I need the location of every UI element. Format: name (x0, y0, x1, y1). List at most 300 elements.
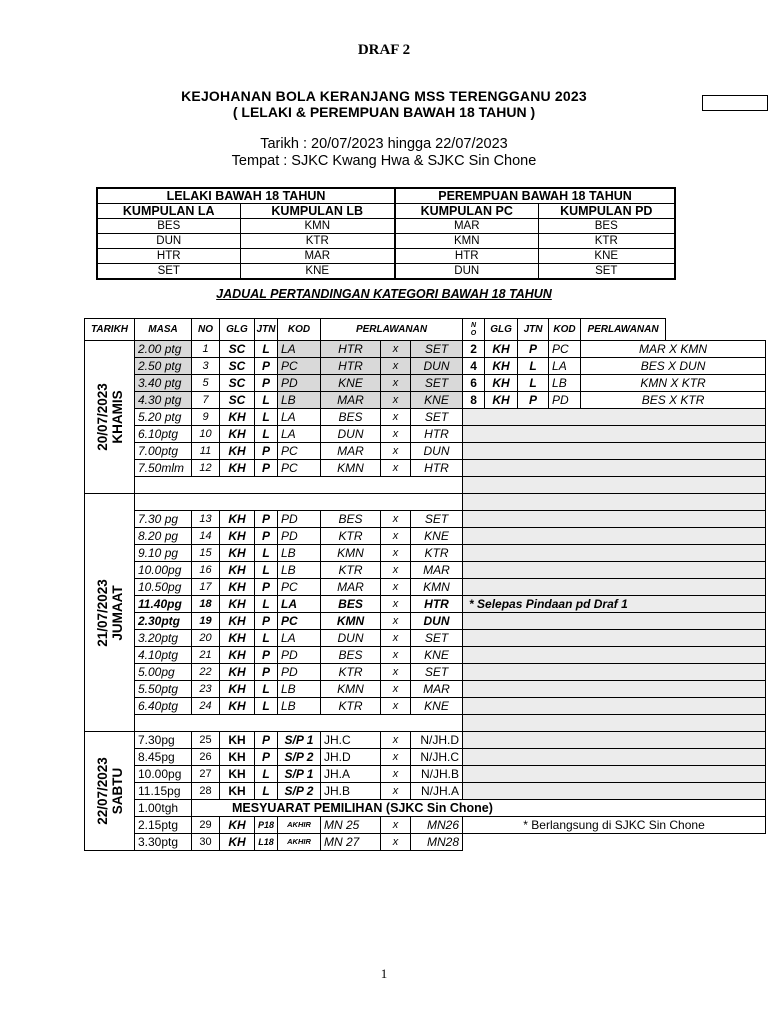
right-no-cell: 2 (463, 341, 485, 358)
versus-mark: x (381, 511, 411, 528)
team-b-cell: KMN (411, 579, 463, 596)
match-no-cell: 9 (192, 409, 220, 426)
empty-right-cell (463, 732, 766, 749)
date-label-day: KHAMIS (109, 390, 125, 444)
right-code-cell: PD (549, 392, 581, 409)
header-kod-right: KOD (549, 319, 581, 341)
schedule-table (84, 318, 766, 851)
masa-cell: 11.15pg (135, 783, 192, 800)
gender-cell: L (255, 562, 278, 579)
date-label-date: 21/07/2023 (94, 578, 110, 647)
gender-cell: P (255, 528, 278, 545)
right-no-cell: 4 (463, 358, 485, 375)
group-cell: MAR (240, 249, 395, 264)
final-row (85, 817, 766, 834)
empty-right-cell (463, 766, 766, 783)
team-b-cell: N/JH.A (411, 783, 463, 800)
versus-mark: x (381, 460, 411, 477)
group-header-perempuan: PEREMPUAN BAWAH 18 TAHUN (395, 188, 675, 204)
court-cell: KH (220, 681, 255, 698)
match-no-cell: 14 (192, 528, 220, 545)
gender-cell: L (255, 698, 278, 715)
match-no-cell: 15 (192, 545, 220, 562)
empty-right-cell (463, 630, 766, 647)
empty-right-cell (463, 783, 766, 800)
group-cell: KMN (240, 219, 395, 234)
versus-mark: x (381, 732, 411, 749)
masa-cell: 6.10ptg (135, 426, 192, 443)
versus-mark: x (381, 664, 411, 681)
gender-cell: L (255, 341, 278, 358)
schedule-row (85, 647, 766, 664)
group-cell: DUN (97, 234, 240, 249)
code-cell: AKHIR (278, 817, 321, 834)
team-a-cell: HTR (321, 341, 381, 358)
masa-cell: 2.30ptg (135, 613, 192, 630)
court-cell: KH (220, 766, 255, 783)
schedule-row (85, 511, 766, 528)
schedule-header-row (85, 319, 766, 341)
right-match-cell: BES X DUN (581, 358, 766, 375)
code-cell: PC (278, 613, 321, 630)
match-no-cell: 17 (192, 579, 220, 596)
team-b-cell: HTR (411, 596, 463, 613)
court-cell: KH (220, 511, 255, 528)
court-cell: SC (220, 392, 255, 409)
blank-row (85, 494, 766, 511)
header-no: NO (192, 319, 220, 341)
team-b-cell: KNE (411, 528, 463, 545)
meeting-time-cell: 1.00tgh (135, 800, 192, 817)
masa-cell: 7.50mlm (135, 460, 192, 477)
header-jtn-right: JTN (518, 319, 549, 341)
date-cell (85, 494, 135, 732)
right-gender-cell: P (518, 341, 549, 358)
schedule-row (85, 698, 766, 715)
masa-cell: 8.20 pg (135, 528, 192, 545)
header-no-right: N O (463, 319, 485, 341)
match-no-cell: 25 (192, 732, 220, 749)
right-code-cell: PC (549, 341, 581, 358)
code-cell: LA (278, 341, 321, 358)
masa-cell: 2.15ptg (135, 817, 192, 834)
versus-mark: x (381, 341, 411, 358)
gender-cell: L18 (255, 834, 278, 851)
court-cell: KH (220, 630, 255, 647)
team-b-cell: DUN (411, 443, 463, 460)
team-b-cell: MAR (411, 681, 463, 698)
right-no-cell: 8 (463, 392, 485, 409)
right-no-cell: 6 (463, 375, 485, 392)
schedule-row (85, 358, 766, 375)
gender-cell: P (255, 375, 278, 392)
match-no-cell: 26 (192, 749, 220, 766)
blank-row (85, 477, 766, 494)
empty-right-cell (463, 613, 766, 630)
match-no-cell: 7 (192, 392, 220, 409)
match-no-cell: 21 (192, 647, 220, 664)
versus-mark: x (381, 426, 411, 443)
gender-cell: L (255, 545, 278, 562)
code-cell: PC (278, 460, 321, 477)
masa-cell: 4.30 ptg (135, 392, 192, 409)
empty-right-cell (463, 681, 766, 698)
court-cell: KH (220, 596, 255, 613)
schedule-row (85, 630, 766, 647)
code-cell: S/P 2 (278, 749, 321, 766)
team-a-cell: KTR (321, 528, 381, 545)
schedule-row (85, 732, 766, 749)
gender-cell: P (255, 613, 278, 630)
team-b-cell: HTR (411, 426, 463, 443)
gender-cell: P (255, 732, 278, 749)
code-cell: PC (278, 358, 321, 375)
versus-mark: x (381, 562, 411, 579)
code-cell: S/P 1 (278, 766, 321, 783)
team-b-cell: MAR (411, 562, 463, 579)
team-a-cell: BES (321, 511, 381, 528)
team-b-cell: SET (411, 341, 463, 358)
page-title: KEJOHANAN BOLA KERANJANG MSS TERENGGANU 2023 (181, 88, 587, 104)
group-cell: HTR (97, 249, 240, 264)
team-b-cell: N/JH.B (411, 766, 463, 783)
date-label (95, 579, 125, 647)
right-court-cell: KH (485, 358, 518, 375)
schedule-row (85, 545, 766, 562)
schedule-row (85, 613, 766, 630)
masa-cell: 3.30ptg (135, 834, 192, 851)
masa-cell: 5.00pg (135, 664, 192, 681)
group-col-header: KUMPULAN PD (538, 204, 675, 219)
gender-cell: P (255, 511, 278, 528)
team-a-cell: KMN (321, 545, 381, 562)
team-b-cell: KTR (411, 545, 463, 562)
versus-mark: x (381, 630, 411, 647)
date-cell (85, 341, 135, 494)
team-a-cell: KMN (321, 613, 381, 630)
match-no-cell: 23 (192, 681, 220, 698)
team-a-cell: MAR (321, 443, 381, 460)
masa-cell: 3.20ptg (135, 630, 192, 647)
masa-cell: 4.10ptg (135, 647, 192, 664)
team-a-cell: KNE (321, 375, 381, 392)
team-a-cell: JH.B (321, 783, 381, 800)
team-a-cell: DUN (321, 426, 381, 443)
empty-right-cell (463, 443, 766, 460)
court-cell: KH (220, 460, 255, 477)
header-perlawanan: PERLAWANAN (321, 319, 463, 341)
empty-right-cell (463, 409, 766, 426)
versus-mark: x (381, 613, 411, 630)
team-b-cell: HTR (411, 460, 463, 477)
gender-cell: L (255, 766, 278, 783)
team-a-cell: DUN (321, 630, 381, 647)
right-court-cell: KH (485, 392, 518, 409)
match-no-cell: 27 (192, 766, 220, 783)
versus-mark: x (381, 783, 411, 800)
team-a-cell: MAR (321, 392, 381, 409)
right-code-cell: LA (549, 358, 581, 375)
schedule-row (85, 766, 766, 783)
group-cell: SET (538, 264, 675, 280)
team-a-cell: MN 25 (321, 817, 381, 834)
code-cell: LB (278, 681, 321, 698)
team-a-cell: KMN (321, 681, 381, 698)
code-cell: LA (278, 409, 321, 426)
match-no-cell: 5 (192, 375, 220, 392)
gender-cell: L (255, 630, 278, 647)
schedule-row (85, 460, 766, 477)
code-cell: LB (278, 545, 321, 562)
masa-cell: 7.30 pg (135, 511, 192, 528)
match-no-cell: 24 (192, 698, 220, 715)
court-cell: KH (220, 664, 255, 681)
team-a-cell: MN 27 (321, 834, 381, 851)
right-match-cell: BES X KTR (581, 392, 766, 409)
masa-cell: 7.00ptg (135, 443, 192, 460)
amendment-note: * Selepas Pindaan pd Draf 1 (463, 596, 766, 613)
match-no-cell: 30 (192, 834, 220, 851)
team-b-cell: N/JH.C (411, 749, 463, 766)
group-header-lelaki: LELAKI BAWAH 18 TAHUN (97, 188, 395, 204)
empty-right-cell (463, 715, 766, 732)
match-no-cell: 28 (192, 783, 220, 800)
court-cell: SC (220, 341, 255, 358)
blank-cell (135, 477, 463, 494)
masa-cell: 10.00pg (135, 562, 192, 579)
masa-cell: 9.10 pg (135, 545, 192, 562)
team-a-cell: KTR (321, 664, 381, 681)
masa-cell: 5.50ptg (135, 681, 192, 698)
schedule-row (85, 528, 766, 545)
code-cell: LA (278, 630, 321, 647)
gender-cell: L (255, 681, 278, 698)
versus-mark: x (381, 545, 411, 562)
draft-label: DRAF 2 (357, 42, 411, 58)
team-b-cell: SET (411, 630, 463, 647)
versus-mark: x (381, 681, 411, 698)
match-no-cell: 29 (192, 817, 220, 834)
empty-right-cell (463, 477, 766, 494)
empty-right-cell (463, 460, 766, 477)
date-label-date: 20/07/2023 (94, 383, 110, 451)
team-b-cell: DUN (411, 613, 463, 630)
schedule-row (85, 749, 766, 766)
meeting-label: MESYUARAT PEMILIHAN (SJKC Sin Chone) (192, 800, 766, 817)
gender-cell: P (255, 647, 278, 664)
versus-mark: x (381, 834, 411, 851)
versus-mark: x (381, 375, 411, 392)
team-a-cell: HTR (321, 358, 381, 375)
venue-note: * Berlangsung di SJKC Sin Chone (463, 817, 766, 834)
schedule-row (85, 562, 766, 579)
masa-cell: 7.30pg (135, 732, 192, 749)
header-tarikh: TARIKH (85, 319, 135, 341)
code-cell: PD (278, 528, 321, 545)
gender-cell: L (255, 426, 278, 443)
team-a-cell: JH.A (321, 766, 381, 783)
code-cell: LA (278, 596, 321, 613)
schedule-title: JADUAL PERTANDINGAN KATEGORI BAWAH 18 TAHUN (216, 287, 552, 301)
right-match-cell: MAR X KMN (581, 341, 766, 358)
right-code-cell: LB (549, 375, 581, 392)
date-label-day: JUMAAT (109, 584, 125, 641)
empty-right-cell (463, 698, 766, 715)
team-b-cell: MN26 (411, 817, 463, 834)
date-label (95, 757, 125, 825)
court-cell: KH (220, 783, 255, 800)
empty-right-cell (463, 664, 766, 681)
header-glg-right: GLG (485, 319, 518, 341)
right-court-cell: KH (485, 375, 518, 392)
gender-cell: P18 (255, 817, 278, 834)
gender-cell: P (255, 749, 278, 766)
court-cell: KH (220, 579, 255, 596)
gender-cell: P (255, 664, 278, 681)
team-b-cell: SET (411, 511, 463, 528)
court-cell: KH (220, 647, 255, 664)
gender-cell: P (255, 443, 278, 460)
empty-right-cell (463, 494, 766, 511)
court-cell: KH (220, 443, 255, 460)
court-cell: KH (220, 698, 255, 715)
court-cell: KH (220, 409, 255, 426)
team-b-cell: KNE (411, 392, 463, 409)
court-cell: KH (220, 545, 255, 562)
match-no-cell: 12 (192, 460, 220, 477)
masa-cell: 5.20 ptg (135, 409, 192, 426)
schedule-row (85, 409, 766, 426)
group-cell: DUN (395, 264, 538, 280)
code-cell: PC (278, 579, 321, 596)
group-cell: KMN (395, 234, 538, 249)
team-b-cell: N/JH.D (411, 732, 463, 749)
code-cell: S/P 1 (278, 732, 321, 749)
header-perlawanan-right: PERLAWANAN (581, 319, 666, 341)
blank-cell (135, 494, 463, 511)
schedule-row (85, 664, 766, 681)
court-cell: KH (220, 749, 255, 766)
date-label-date: 22/07/2023 (94, 757, 110, 825)
header-glg: GLG (220, 319, 255, 341)
masa-cell: 10.00pg (135, 766, 192, 783)
versus-mark: x (381, 579, 411, 596)
empty-right-cell (463, 545, 766, 562)
court-cell: KH (220, 426, 255, 443)
versus-mark: x (381, 647, 411, 664)
group-cell: BES (538, 219, 675, 234)
group-cell: SET (97, 264, 240, 280)
empty-right-cell (463, 511, 766, 528)
team-a-cell: JH.D (321, 749, 381, 766)
gender-cell: L (255, 596, 278, 613)
date-label-day: SABTU (109, 767, 125, 815)
versus-mark: x (381, 409, 411, 426)
versus-mark: x (381, 358, 411, 375)
header-kod: KOD (278, 319, 321, 341)
match-no-cell: 22 (192, 664, 220, 681)
match-no-cell: 13 (192, 511, 220, 528)
gender-cell: P (255, 460, 278, 477)
team-a-cell: KMN (321, 460, 381, 477)
empty-right-cell (463, 647, 766, 664)
team-b-cell: KNE (411, 647, 463, 664)
versus-mark: x (381, 528, 411, 545)
date-label (95, 383, 125, 451)
group-cell: MAR (395, 219, 538, 234)
court-cell: KH (220, 817, 255, 834)
team-b-cell: DUN (411, 358, 463, 375)
court-cell: KH (220, 834, 255, 851)
masa-cell: 11.40pg (135, 596, 192, 613)
court-cell: KH (220, 613, 255, 630)
schedule-row (85, 341, 766, 358)
team-a-cell: BES (321, 409, 381, 426)
right-gender-cell: L (518, 358, 549, 375)
group-col-header: KUMPULAN LB (240, 204, 395, 219)
final-row (85, 834, 766, 851)
versus-mark: x (381, 392, 411, 409)
page-subtitle: ( LELAKI & PEREMPUAN BAWAH 18 TAHUN ) (232, 104, 536, 120)
event-date: Tarikh : 20/07/2023 hingga 22/07/2023 (260, 136, 508, 152)
header-spacer (666, 319, 766, 341)
versus-mark: x (381, 817, 411, 834)
schedule-row (85, 443, 766, 460)
group-cell: BES (97, 219, 240, 234)
code-cell: LA (278, 426, 321, 443)
empty-right-cell (463, 749, 766, 766)
match-no-cell: 20 (192, 630, 220, 647)
group-cell: HTR (395, 249, 538, 264)
schedule-row (85, 783, 766, 800)
code-cell: AKHIR (278, 834, 321, 851)
team-a-cell: KTR (321, 698, 381, 715)
team-b-cell: MN28 (411, 834, 463, 851)
code-cell: PC (278, 443, 321, 460)
right-gender-cell: L (518, 375, 549, 392)
match-no-cell: 16 (192, 562, 220, 579)
team-b-cell: SET (411, 409, 463, 426)
group-col-header: KUMPULAN PC (395, 204, 538, 219)
court-cell: KH (220, 732, 255, 749)
code-cell: S/P 2 (278, 783, 321, 800)
versus-mark: x (381, 596, 411, 613)
team-a-cell: MAR (321, 579, 381, 596)
team-b-cell: KNE (411, 698, 463, 715)
court-cell: SC (220, 375, 255, 392)
header-jtn: JTN (255, 319, 278, 341)
group-cell: KNE (240, 264, 395, 280)
right-match-cell: KMN X KTR (581, 375, 766, 392)
match-no-cell: 19 (192, 613, 220, 630)
code-cell: PD (278, 375, 321, 392)
code-cell: LB (278, 562, 321, 579)
team-a-cell: BES (321, 596, 381, 613)
versus-mark: x (381, 698, 411, 715)
group-cell: KTR (240, 234, 395, 249)
team-a-cell: KTR (321, 562, 381, 579)
court-cell: KH (220, 528, 255, 545)
code-cell: LB (278, 698, 321, 715)
court-cell: SC (220, 358, 255, 375)
versus-mark: x (381, 766, 411, 783)
versus-mark: x (381, 443, 411, 460)
empty-right-cell (463, 528, 766, 545)
meeting-row (85, 800, 766, 817)
schedule-row (85, 375, 766, 392)
match-no-cell: 10 (192, 426, 220, 443)
page-number: 1 (380, 966, 388, 981)
